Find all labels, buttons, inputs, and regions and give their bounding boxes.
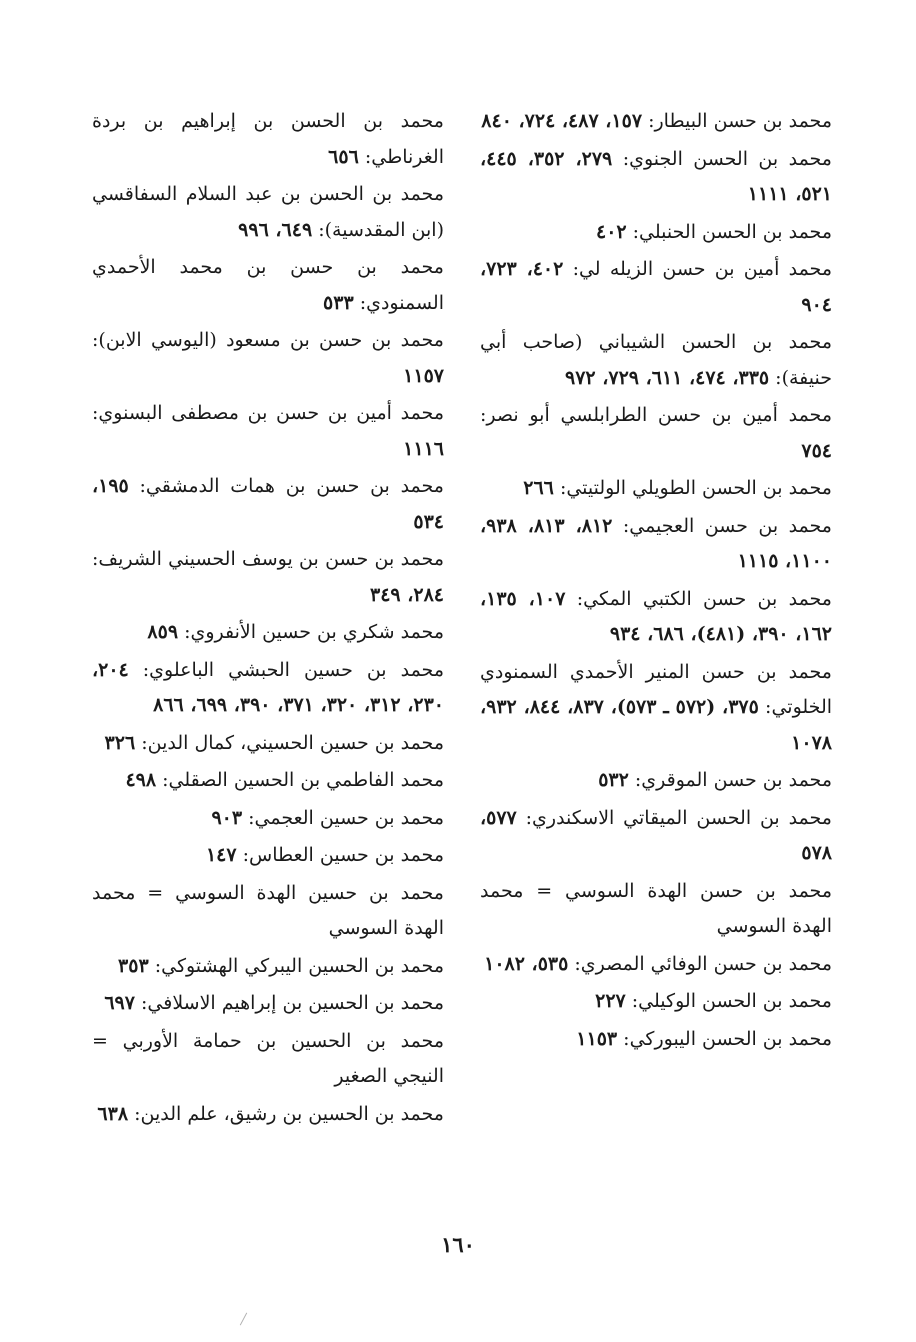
entry-name: محمد بن حسين العجمي: [248,806,444,829]
index-entry [480,215,832,251]
entry-name: محمد بن الحسن بن إبراهيم بن بردة الغرناطي: [92,110,444,168]
entry-name: محمد بن الحسن الحنبلي: [632,220,832,243]
entry-pages: ١٩٥، ٥٣٤ [92,475,444,533]
entry-name: محمد أمين بن حسن بن مصطفى البسنوي: [92,402,444,424]
entry-pages: ٥٣٣ [323,291,354,314]
entry-name: محمد بن الحسين بن إبراهيم الاسلافي: [141,992,444,1014]
index-entry [92,838,444,874]
index-entry [92,949,444,985]
index-entry [480,801,832,872]
entry-pages: ٢٨٤، ٣٤٩ [370,583,444,606]
entry-name: محمد بن حسن بن محمد الأحمدي السمنودي: [92,256,444,314]
index-entry [92,763,444,799]
entry-name: محمد بن الحسن الشيباني (صاحب أبي حنيفة): [480,331,832,389]
index-entry [92,104,444,175]
entry-pages: ٨٥٩ [147,621,179,643]
entry-name: محمد بن حسين الهدة السوسي = محمد الهدة السوسي [92,881,444,939]
entry-name: محمد بن حسن المنير الأحمدي السمنودي الخلوتي: [480,660,833,718]
index-entry [480,947,832,983]
index-entry [92,876,444,947]
entry-name: محمد الفاطمي بن الحسين الصقلي: [162,769,444,791]
entry-pages: ٤٠٢ [595,220,627,243]
entry-name: محمد أمين بن حسن الزيله لي: [572,258,832,280]
entry-pages: ٨١٢، ٨١٣، ٩٣٨، ١١٠٠، ١١١٥ [480,514,832,572]
entry-pages: ٩٠٣ [211,806,243,829]
entry-name: محمد بن حسن البيطار: [648,110,832,132]
index-entry [92,250,444,321]
entry-pages: ١٤٧ [205,844,237,866]
entry-pages: ٣٢٦ [104,731,136,754]
entry-pages: ٥٣٥، ١٠٨٢ [484,952,569,975]
entry-pages: ٦٥٦ [328,145,359,168]
index-column-left [92,104,444,1134]
entry-pages: ٢٢٧ [595,990,626,1012]
entry-pages: ٣٣٥، ٤٧٤، ٦١١، ٧٢٩، ٩٧٢ [565,366,770,389]
entry-pages: ٥٧٧، ٥٧٨ [480,806,832,864]
index-entry [480,398,832,469]
entry-name: محمد بن حسين العطاس: [242,844,444,866]
entry-name: محمد بن حسن بن مسعود (اليوسي الابن): [92,329,444,351]
entry-name: محمد بن الحسين بن رشيق، علم الدين: [134,1102,444,1125]
index-entry [480,1022,832,1058]
index-page [92,104,832,1264]
index-entry [480,142,832,213]
entry-name: محمد بن الحسن بن عبد السلام السفاقسي (ابن المقدسية): [92,183,444,241]
scan-mark [240,1313,247,1326]
entry-pages: ٣٧٥، (٥٧٢ ـ ٥٧٣)، ٨٣٧، ٨٤٤، ٩٣٢، ١٠٧٨ [480,696,832,754]
entry-name: محمد شكري بن حسين الأنفروي: [184,621,444,643]
index-entry [92,1024,444,1095]
index-entry [480,655,832,762]
entry-pages: ٦٣٨ [97,1102,129,1125]
index-entry [92,801,444,837]
entry-name: محمد بن حسن الوفائي المصري: [574,952,832,975]
entry-name: محمد بن حسين الحسيني، كمال الدين: [141,731,444,754]
index-entry [480,325,832,396]
index-entry [480,104,832,140]
entry-name: محمد أمين بن حسن الطرابلسي أبو نصر: [480,404,832,426]
entry-pages: ٧٥٤ [801,439,832,462]
index-entry [92,469,444,540]
index-entry [92,542,444,613]
index-entry [480,763,832,799]
entry-pages: ٤٠٢، ٧٢٣، ٩٠٤ [480,258,832,316]
index-entry [92,653,444,724]
index-entry [92,1097,444,1133]
index-entry [92,396,444,467]
entry-name: محمد بن حسين الحبشي الباعلوي: [142,658,445,681]
entry-pages: ٢٦٦ [523,477,554,499]
index-entry [480,509,832,580]
index-entry [480,582,832,653]
entry-name: محمد بن حسن العجيمي: [622,514,832,537]
entry-name: محمد بن حسن الهدة السوسي = محمد الهدة السوسي [480,879,832,937]
index-entry [92,726,444,762]
entry-pages: ٢٠٤، ٢٣٠، ٣١٢، ٣٢٠، ٣٧١، ٣٩٠، ٦٩٩، ٨٦٦ [92,658,444,716]
entry-pages: ٦٤٩، ٩٩٦ [238,218,313,241]
entry-pages: ٣٥٣ [118,954,149,977]
index-entry [92,615,444,651]
entry-pages: ١١٥٣ [576,1027,618,1050]
index-entry [480,252,832,323]
entry-name: محمد بن الحسن الوكيلي: [631,990,832,1012]
entry-pages: ٦٩٧ [104,992,135,1014]
entry-pages: ٥٣٢ [598,769,629,791]
entry-name: محمد بن الحسن اليبوركي: [623,1027,832,1050]
entry-pages: ١١١٦ [403,437,444,460]
page-number: ١٦٠ [441,1232,475,1257]
entry-name: محمد بن حسن بن يوسف الحسيني الشريف: [92,548,444,570]
entry-pages: ١٠٧، ١٣٥، ١٦٢، ٣٩٠، (٤٨١)، ٦٨٦، ٩٣٤ [480,587,832,645]
index-entry [92,177,444,248]
entry-name: محمد بن الحسن الطويلي الولتيتي: [559,477,832,499]
index-entry [480,471,832,507]
entry-pages: ١١٥٧ [403,364,444,387]
entry-name: محمد بن حسن بن همات الدمشقي: [139,475,444,497]
entry-name: محمد بن الحسن الميقاتي الاسكندري: [525,806,832,829]
entry-name: محمد بن حسن الكتبي المكي: [576,587,832,610]
index-entry [92,986,444,1022]
entry-pages: ١٥٧، ٤٨٧، ٧٢٤، ٨٤٠ [481,110,643,132]
entry-name: محمد بن الحسن الجنوي: [622,147,832,170]
index-entry [92,323,444,394]
index-entry [480,984,832,1020]
entry-name: محمد بن الحسين اليبركي الهشتوكي: [154,954,444,977]
index-column-right [480,104,832,1059]
entry-name: محمد بن حسن الموقري: [634,769,832,791]
entry-pages: ٢٧٩، ٣٥٢، ٤٤٥، ٥٢١، ١١١١ [480,147,832,205]
entry-name: محمد بن الحسين بن حمامة الأوربي = النيجي الصغير [92,1029,444,1087]
index-entry [480,874,832,945]
entry-pages: ٤٩٨ [125,769,157,791]
